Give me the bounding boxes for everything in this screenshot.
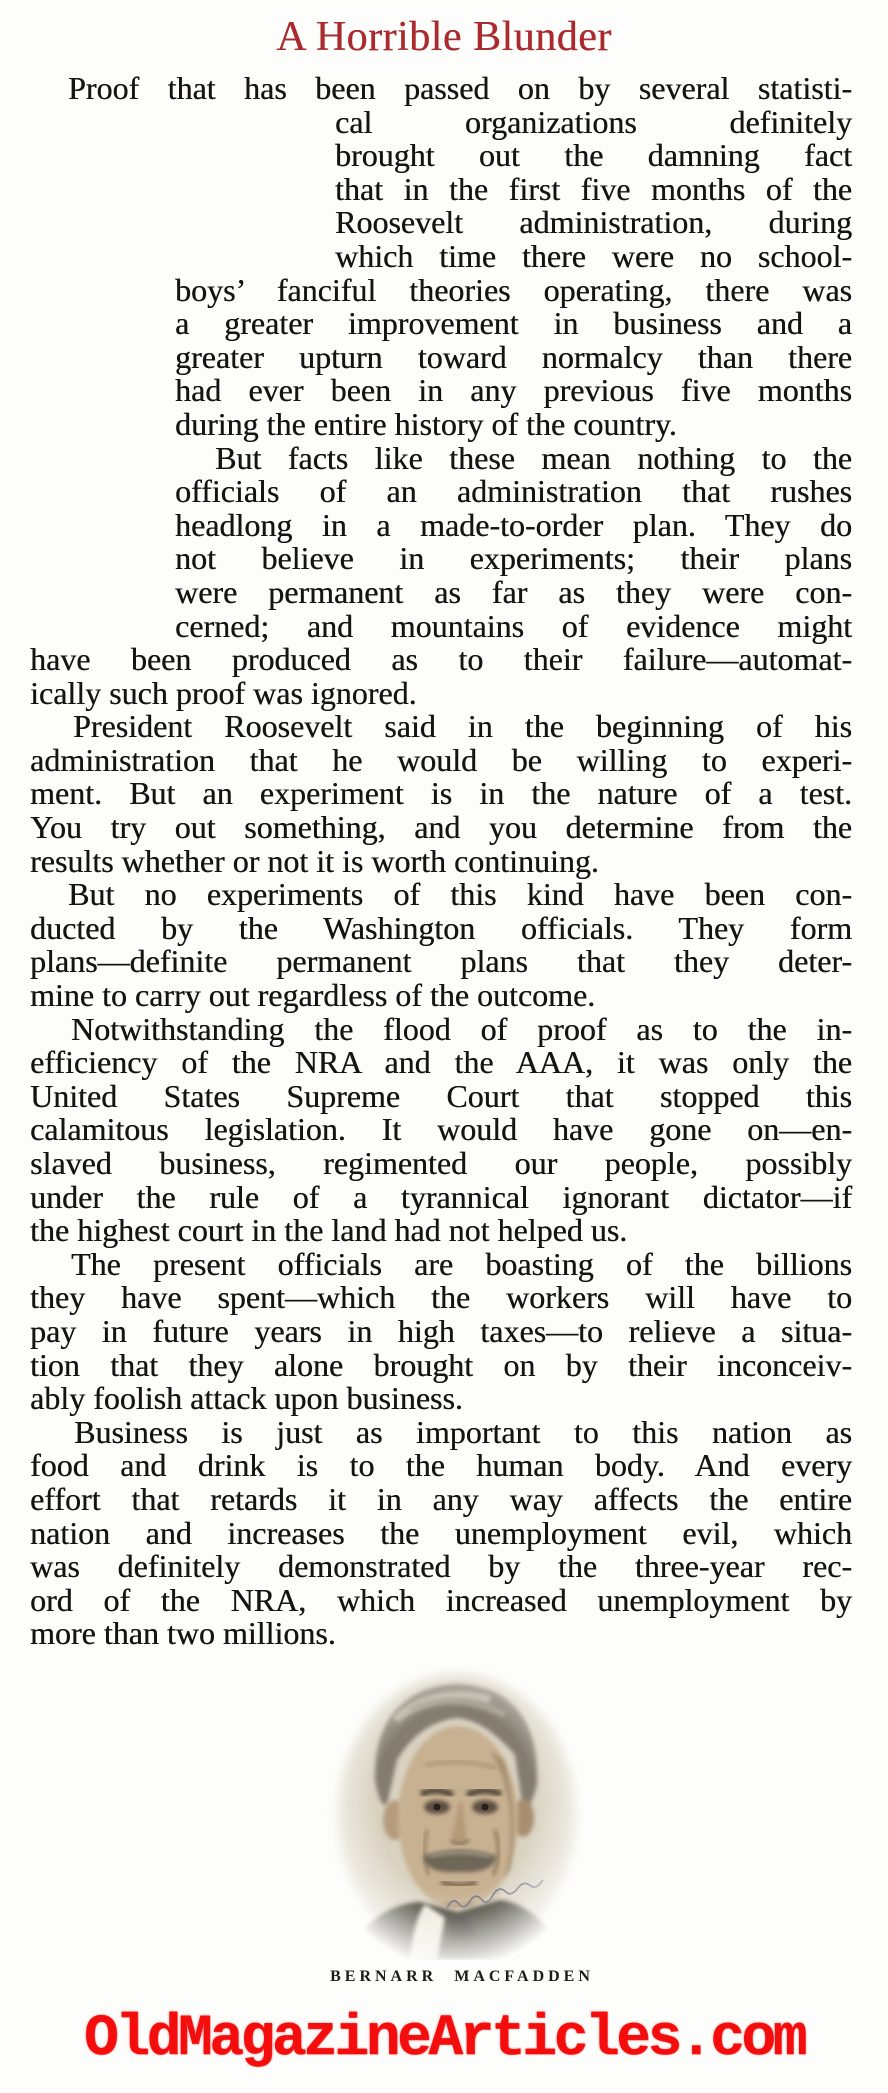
article-title: A Horrible Blunder <box>276 14 612 60</box>
text-line: But no experiments of this kind have been con- <box>68 876 852 913</box>
text-line: mine to carry out regardless of the outcome. <box>30 977 596 1014</box>
text-line: tion that they alone brought on by their inconceiv- <box>30 1346 852 1383</box>
text-line: The present officials are boasting of the billions <box>71 1245 852 1282</box>
text-line: a greater improvement in business and a <box>175 305 852 342</box>
text-line: plans—definite permanent plans that they deter- <box>30 943 852 980</box>
text-line: the highest court in the land had not helped us. <box>30 1212 628 1249</box>
text-line: more than two millions. <box>30 1615 336 1652</box>
article-body <box>30 72 852 1651</box>
text-line: had ever been in any previous five months <box>175 372 852 409</box>
text-line: not believe in experiments; their plans <box>175 540 852 577</box>
text-line: officials of an administration that rushes <box>175 473 852 510</box>
text-line: United States Supreme Court that stopped this <box>30 1077 852 1114</box>
text-line: ically such proof was ignored. <box>30 674 417 711</box>
text-line: greater upturn toward normalcy than there <box>175 338 852 375</box>
text-line: President Roosevelt said in the beginning of his <box>73 708 852 745</box>
text-line: slaved business, regimented our people, possibly <box>30 1145 852 1181</box>
portrait-caption: BERNARR MACFADDEN <box>330 1968 594 1985</box>
text-line: results whether or not it is worth continuing. <box>30 842 599 879</box>
text-line: Proof that has been passed on by several statisti- <box>68 70 852 106</box>
text-line: ably foolish attack upon business. <box>30 1380 463 1417</box>
portrait-figure <box>325 1660 585 1960</box>
text-line: administration that he would be willing to experi- <box>30 741 852 778</box>
text-line: have been produced as to their failure—automat- <box>30 641 852 678</box>
text-line: boys’ fanciful theories operating, there was <box>175 271 852 308</box>
text-line: were permanent as far as they were con- <box>175 573 852 610</box>
text-line: ord of the NRA, which increased unemployment by <box>30 1581 852 1618</box>
text-line: effort that retards it in any way affects the entire <box>30 1480 852 1517</box>
portrait-photo <box>325 1660 585 1960</box>
text-line: You try out something, and you determine from the <box>30 809 852 846</box>
text-line: that in the first five months of the <box>335 170 852 207</box>
text-line: efficiency of the NRA and the AAA, it was only the <box>30 1044 852 1081</box>
text-line: they have spent—which the workers will have to <box>30 1279 852 1316</box>
text-line: But facts like these mean nothing to the <box>215 439 852 476</box>
text-line: pay in future years in high taxes—to relieve a situa- <box>30 1312 852 1349</box>
site-watermark: OldMagazineArticles.com <box>83 2007 805 2072</box>
text-line: was definitely demonstrated by the three-year rec- <box>30 1548 852 1585</box>
text-line: ment. But an experiment is in the nature of a test. <box>30 775 852 812</box>
text-line: which time there were no school- <box>335 237 852 274</box>
text-line: cal organizations definitely <box>335 103 852 140</box>
text-line: headlong in a made-to-order plan. They do <box>175 506 852 543</box>
text-line: Roosevelt administration, during <box>335 204 852 241</box>
text-line: calamitous legislation. It would have gone on—en- <box>30 1111 852 1148</box>
text-line: under the rule of a tyrannical ignorant dictator—if <box>30 1178 852 1215</box>
text-line: cerned; and mountains of evidence might <box>175 607 852 644</box>
text-line: during the entire history of the country. <box>175 405 677 442</box>
text-line: Business is just as important to this nation as <box>74 1413 852 1450</box>
text-line: brought out the damning fact <box>335 137 852 174</box>
text-line: nation and increases the unemployment evil, which <box>30 1514 852 1551</box>
text-line: Notwithstanding the flood of proof as to the in- <box>71 1010 852 1047</box>
text-line: food and drink is to the human body. And every <box>30 1447 852 1484</box>
text-line: ducted by the Washington officials. They form <box>30 909 852 946</box>
